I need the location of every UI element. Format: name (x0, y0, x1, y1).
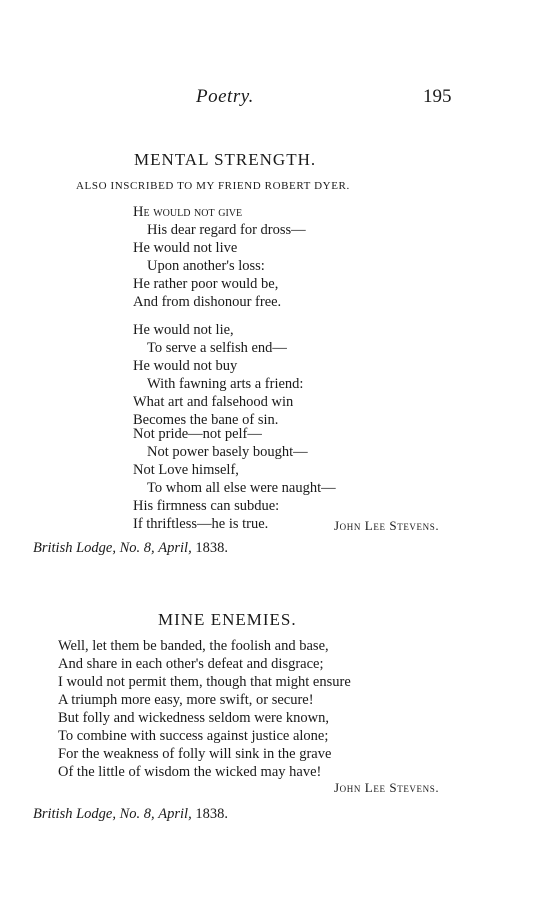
dateline-year: 1838. (195, 806, 228, 822)
verse-line: If thriftless—he is true. (133, 516, 269, 532)
verse-line: Not power basely bought— (147, 444, 308, 460)
author-signature: John Lee Stevens. (334, 518, 440, 533)
verse-line: To serve a selfish end— (147, 340, 287, 356)
page-number: 195 (423, 86, 452, 107)
running-head (0, 86, 551, 112)
running-title: Poetry. (196, 86, 254, 107)
stanza-2 (133, 321, 303, 429)
verse-line: Becomes the bane of sin. (133, 412, 279, 428)
verse-line: He would not buy (133, 358, 238, 374)
poem-title-mine-enemies: MINE ENEMIES. (158, 610, 297, 629)
verse-line: What art and falsehood win (133, 394, 294, 410)
poem-title-mental-strength: MENTAL STRENGTH. (134, 150, 317, 169)
verse-line: Well, let them be banded, the foolish and base, (58, 638, 329, 654)
verse-line: To whom all else were naught— (147, 480, 336, 496)
verse-line: I would not permit them, though that might ensure (58, 674, 351, 690)
dateline (33, 540, 228, 557)
verse-line: For the weakness of folly will sink in the grave (58, 746, 332, 762)
verse-line: Not Love himself, (133, 462, 239, 478)
verse-line: Not pride—not pelf— (133, 426, 262, 442)
verse-line: Of the little of wisdom the wicked may have! (58, 764, 322, 780)
verse-line: Upon another's loss: (147, 258, 265, 274)
dateline-number: No. 8, (119, 806, 155, 822)
stanza-4 (58, 637, 351, 709)
dateline-month: April, (158, 540, 192, 556)
dateline-number: No. 8, (119, 540, 155, 556)
stanza-5 (58, 709, 331, 781)
stanza-1 (133, 203, 306, 311)
dateline-year: 1838. (195, 540, 228, 556)
poem-dedication: ALSO INSCRIBED TO MY FRIEND ROBERT DYER. (76, 180, 350, 192)
verse-line: His firmness can subdue: (133, 498, 280, 514)
dateline-place: British Lodge, (33, 806, 116, 822)
author-signature: John Lee Stevens. (334, 780, 440, 795)
verse-line: With fawning arts a friend: (147, 376, 304, 392)
verse-line: And share in each other's defeat and disgrace; (58, 656, 324, 672)
stanza-3 (133, 425, 336, 533)
verse-line: He would not give (133, 204, 243, 220)
verse-line: He would not lie, (133, 322, 234, 338)
verse-line: To combine with success against justice alone; (58, 728, 329, 744)
dateline-place: British Lodge, (33, 540, 116, 556)
verse-line: But folly and wickedness seldom were known, (58, 710, 330, 726)
dateline (33, 806, 228, 823)
verse-line: A triumph more easy, more swift, or secure! (58, 692, 314, 708)
verse-line: His dear regard for dross— (147, 222, 306, 238)
dateline-month: April, (158, 806, 192, 822)
verse-line: He rather poor would be, (133, 276, 279, 292)
verse-line: And from dishonour free. (133, 294, 282, 310)
verse-line: He would not live (133, 240, 238, 256)
